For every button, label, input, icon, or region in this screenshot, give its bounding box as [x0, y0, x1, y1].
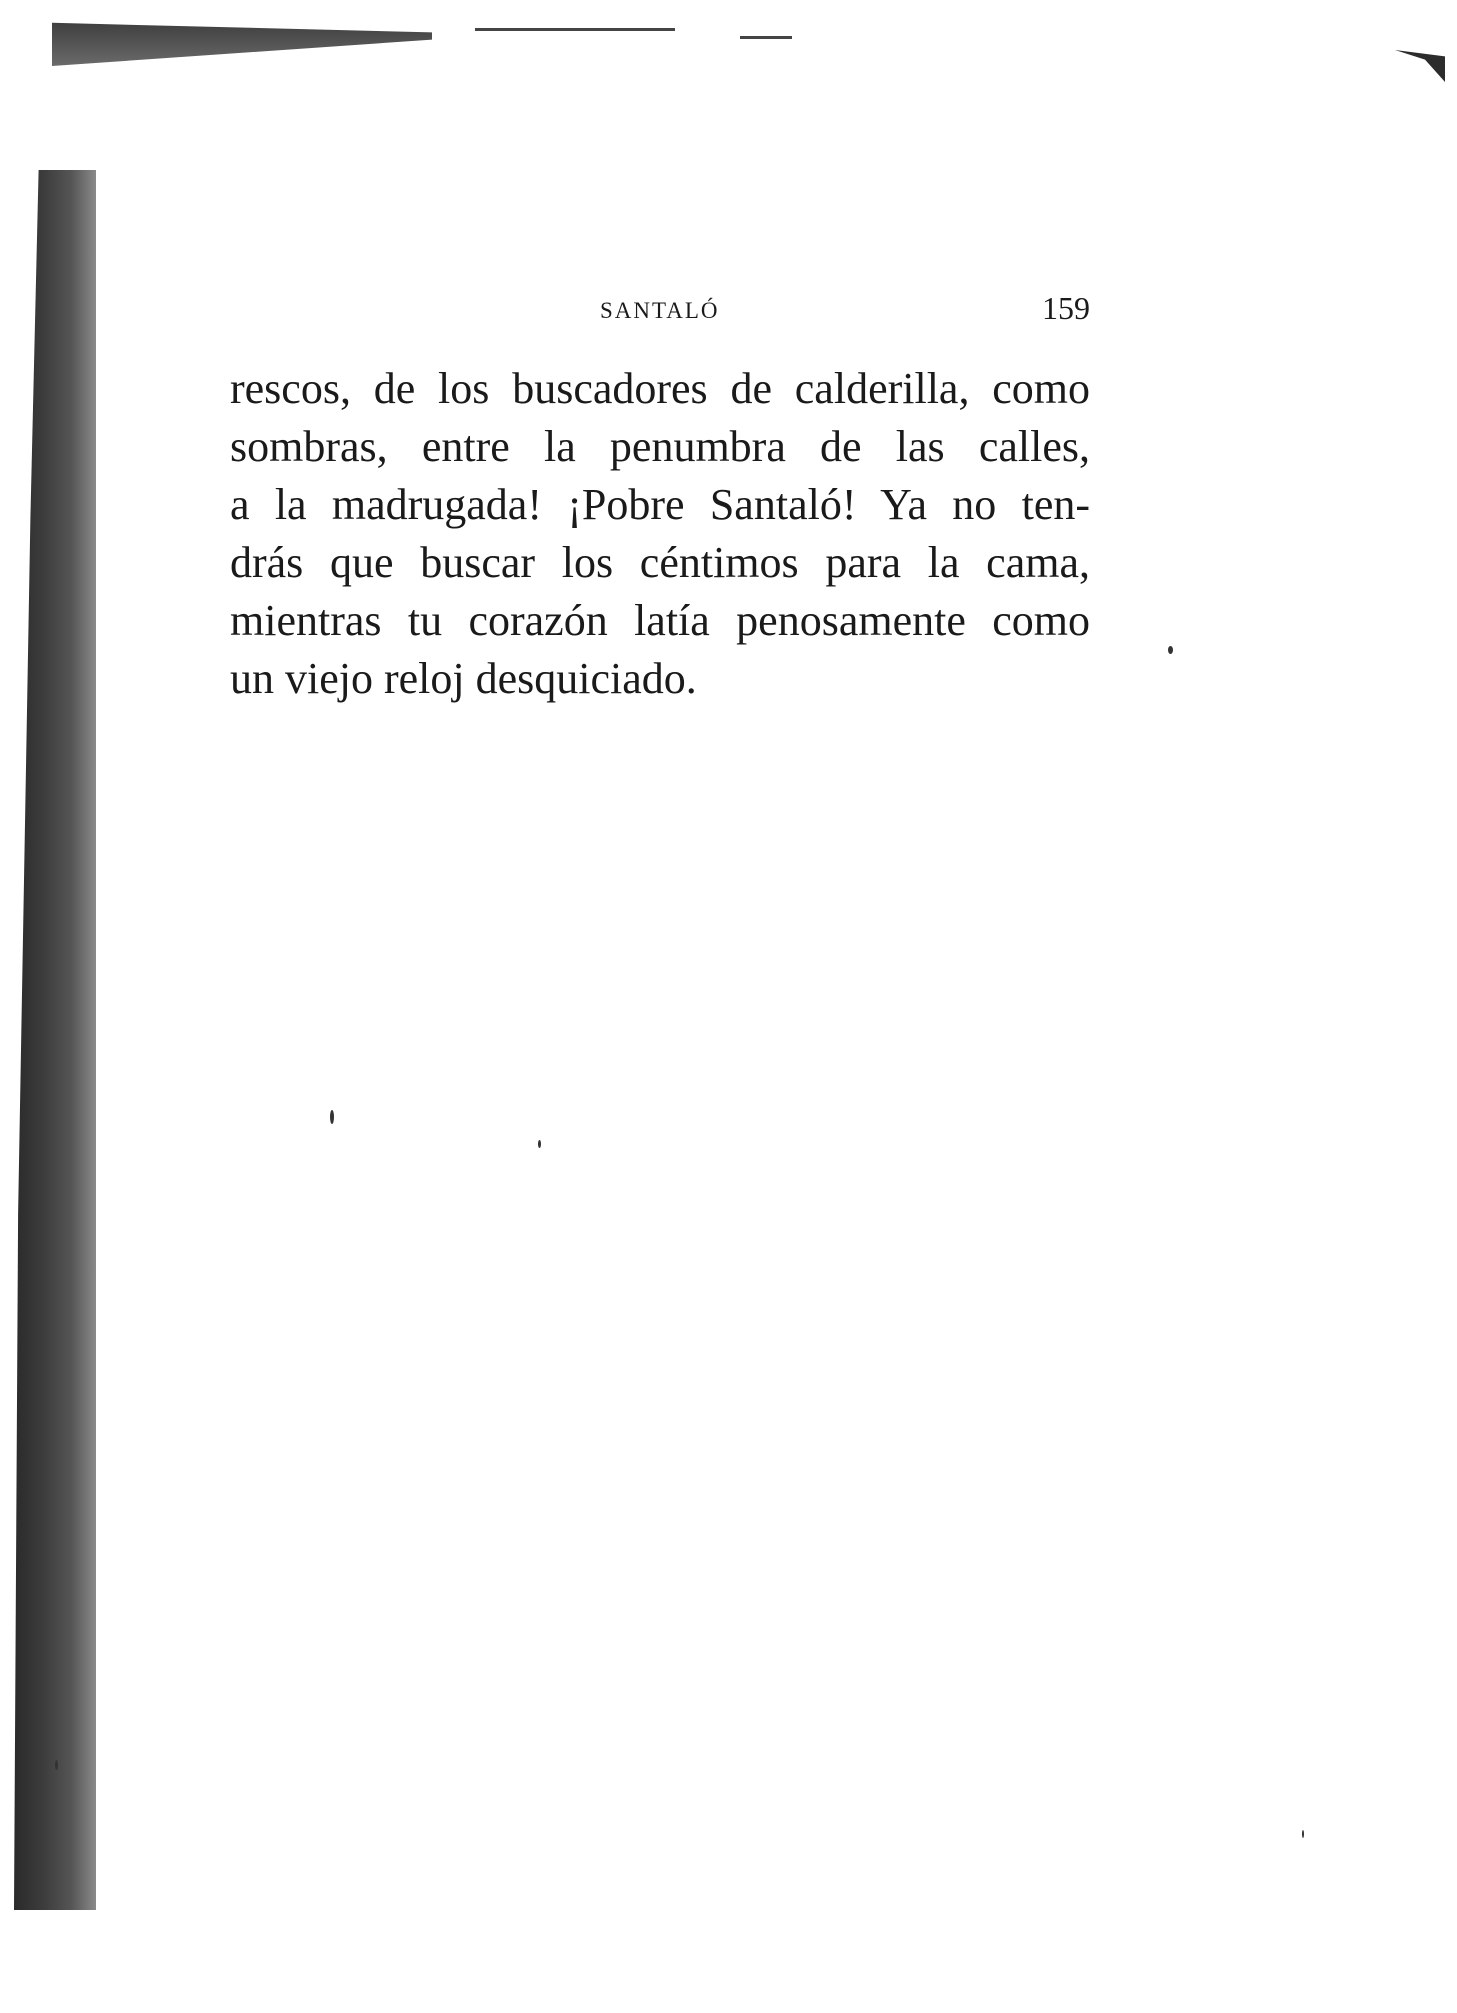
running-head [230, 290, 1090, 340]
running-title: SANTALÓ [600, 298, 720, 323]
scan-speck [538, 1140, 541, 1148]
scan-mark [475, 28, 675, 31]
scan-speck [55, 1760, 58, 1770]
scan-speck [1302, 1830, 1304, 1838]
text-line: sombras, entre la penumbra de las calles, [230, 422, 1090, 471]
scan-corner [1395, 50, 1445, 82]
scan-edge-left [14, 170, 96, 1910]
page-number: 159 [1042, 290, 1090, 326]
scan-edge-top [52, 18, 432, 66]
scan-mark [740, 36, 792, 39]
text-line: a la madrugada! ¡Pobre Santaló! Ya no ten- [230, 480, 1090, 529]
text-line: mientras tu corazón latía penosamente como [230, 596, 1090, 645]
scan-speck [330, 1110, 334, 1124]
scan-speck [1168, 646, 1173, 654]
text-line: rescos, de los buscadores de calderilla, como [230, 364, 1090, 413]
text-line: drás que buscar los céntimos para la cama, [230, 538, 1090, 587]
body-text [230, 360, 1090, 708]
text-line: un viejo reloj desquiciado. [230, 654, 697, 703]
